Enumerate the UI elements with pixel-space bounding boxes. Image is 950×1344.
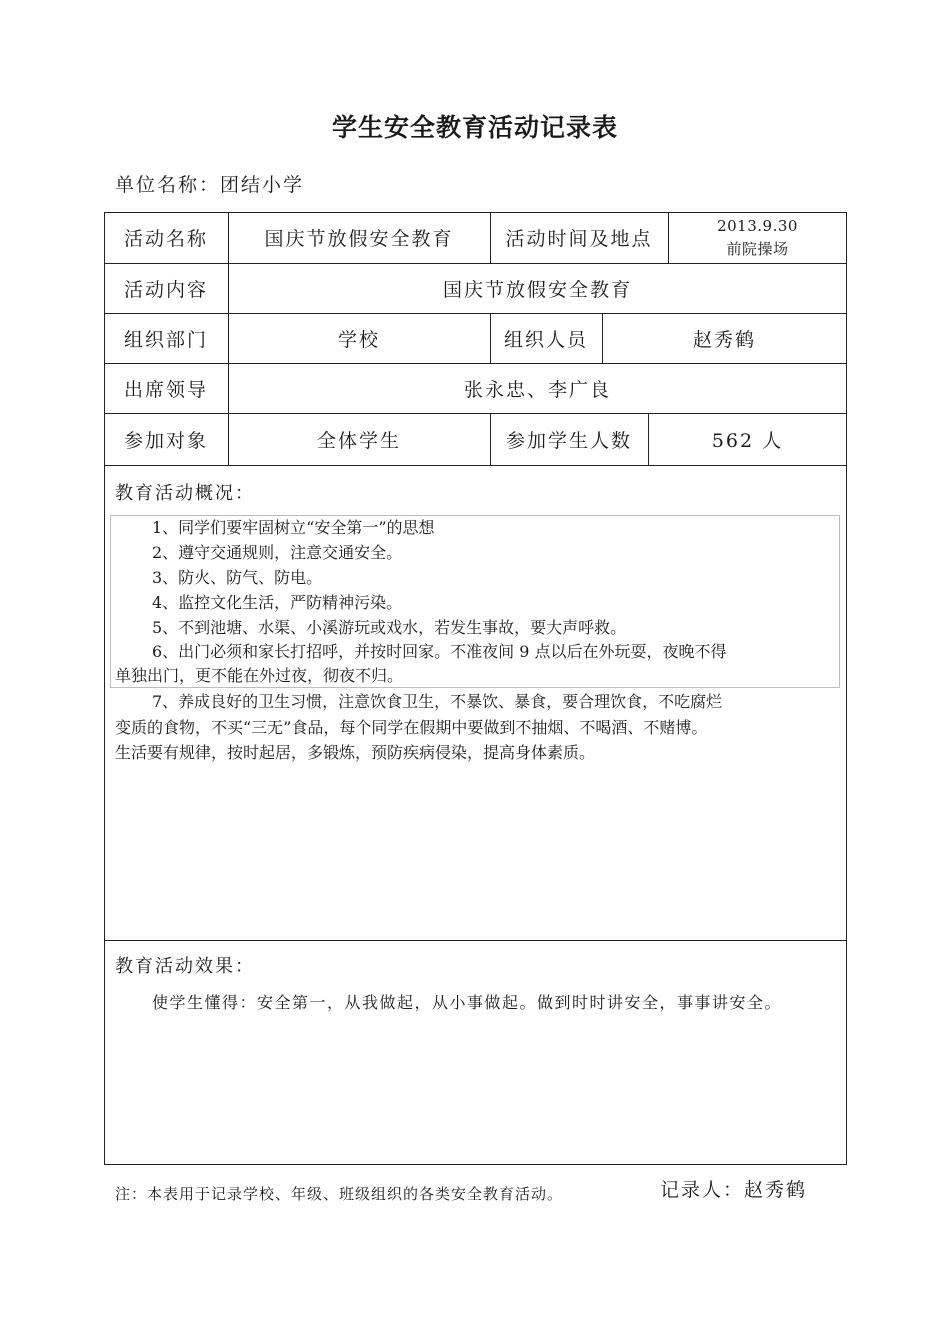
overview-item: 变质的食物，不买“三无”食品，每个同学在假期中要做到不抽烟、不喝酒、不赌博。 [115,718,708,737]
row-divider [104,940,847,941]
count-value: 562 人 [711,429,784,452]
recorder: 记录人：赵秀鹤 [660,1179,808,1201]
target-value: 全体学生 [316,429,401,452]
dept-label: 组织部门 [123,328,208,351]
overview-item: 1、同学们要牢固树立“安全第一”的思想 [152,518,435,537]
content-label: 活动内容 [123,278,208,301]
leader-label: 出席领导 [123,378,208,401]
overview-item: 7、养成良好的卫生习惯，注意饮食卫生，不暴饮、暴食，要合理饮食，不吃腐烂 [152,692,723,711]
organizer-value: 赵秀鹤 [692,328,756,351]
time-place-value [668,212,847,263]
time-place-label: 活动时间及地点 [505,228,653,250]
organizer-label: 组织人员 [503,328,588,351]
unit-name: 单位名称：团结小学 [115,174,305,196]
count-label: 参加学生人数 [505,429,632,452]
target-label: 参加对象 [123,429,208,452]
activity-name-label: 活动名称 [123,228,208,250]
overview-item: 2、遵守交通规则，注意交通安全。 [152,543,403,562]
footer-note: 注：本表用于记录学校、年级、班级组织的各类安全教育活动。 [115,1185,564,1203]
effect-label: 教育活动效果： [115,956,255,977]
overview-item: 6、出门必须和家长打招呼，并按时回家。不准夜间 9 点以后在外玩耍，夜晚不得 [152,642,727,661]
effect-text: 使学生懂得：安全第一，从我做起，从小事做起。做到时时讲安全，事事讲安全。 [152,993,783,1012]
row-divider [104,465,847,466]
document-title: 学生安全教育活动记录表 [331,113,618,142]
overview-item: 4、监控文化生活，严防精神污染。 [152,593,403,612]
activity-date: 2013.9.30 [717,216,798,235]
overview-item: 5、不到池塘、水渠、小溪游玩或戏水，若发生事故，要大声呼救。 [152,618,627,637]
content-value: 国庆节放假安全教育 [442,278,632,301]
leader-value: 张永忠、李广良 [463,378,611,401]
dept-value: 学校 [337,328,380,351]
overview-item: 单独出门，更不能在外过夜，彻夜不归。 [115,666,404,685]
activity-place: 前院操场 [726,239,789,258]
activity-name-value: 国庆节放假安全教育 [264,228,454,250]
overview-label: 教育活动概况： [115,483,255,504]
overview-item: 3、防火、防气、防电。 [152,568,323,587]
overview-item: 生活要有规律，按时起居，多锻炼，预防疾病侵染，提高身体素质。 [115,743,596,762]
